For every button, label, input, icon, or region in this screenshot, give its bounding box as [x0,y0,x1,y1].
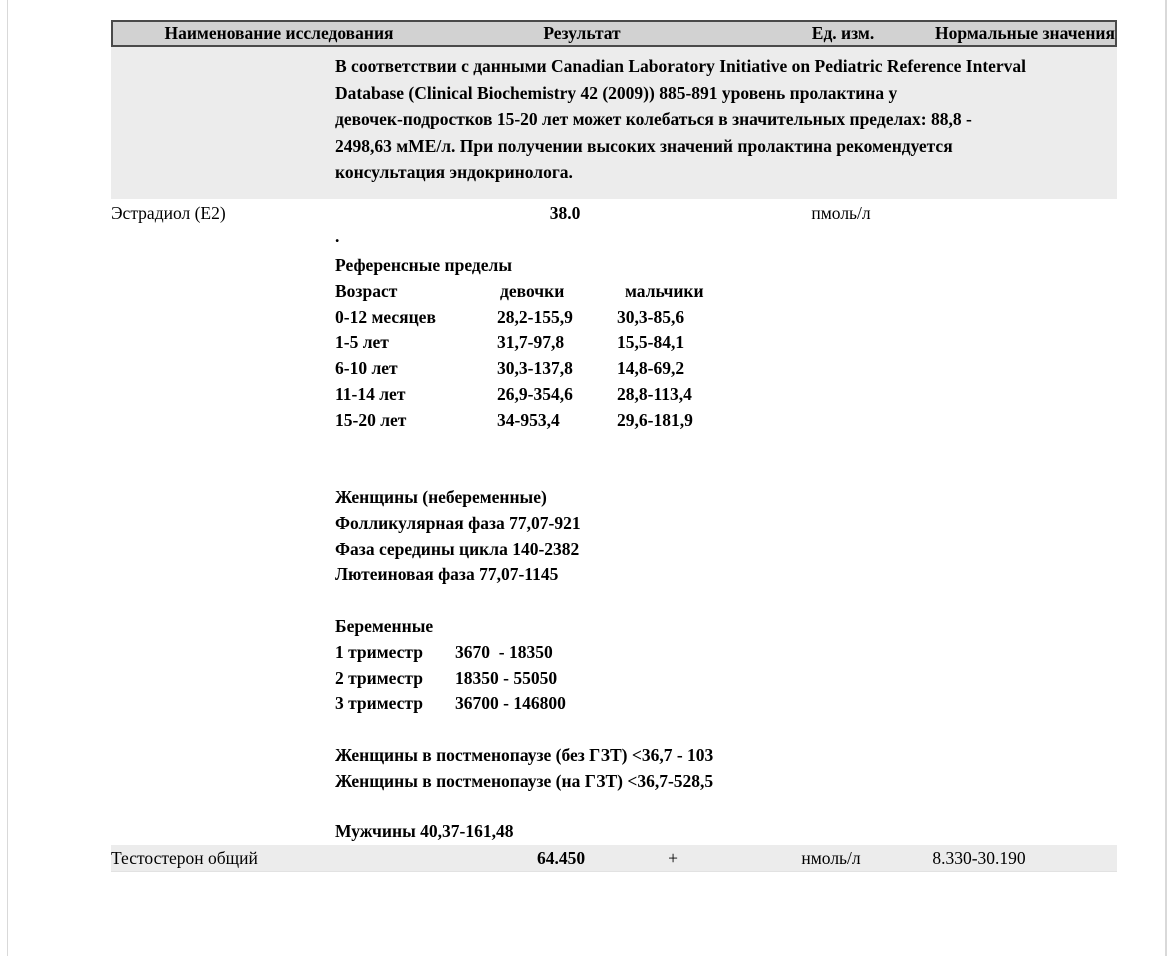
trimester-row [335,666,566,692]
trimester-label: 3 триместр [335,693,423,714]
age-cell: 1-5 лет [335,332,389,353]
women-range-line: Лютеиновая фаза 77,07-1145 [335,564,559,585]
result-value: 64.450 [536,848,586,868]
boys-cell: 14,8-69,2 [617,358,685,379]
reference-title: Референсные пределы [335,255,513,275]
girls-cell: 26,9-354,6 [497,383,573,404]
testosterone-result-row [111,845,1117,872]
header-col-result: Результат [543,23,621,43]
header-col-name: Наименование исследования [164,23,394,43]
girls-cell: 30,3-137,8 [497,358,573,379]
trimester-label: 2 триместр [335,667,423,688]
girls-cell: 28,2-155,9 [497,306,573,327]
result-flag: + [668,848,678,868]
estradiol-result-row [111,200,1117,227]
header-col-normal: Нормальные значения [935,23,1115,43]
note-line: консультация эндокринолога. [335,162,573,183]
prolactin-note-text [335,53,1117,186]
units-value: пмоль/л [811,203,871,223]
prolactin-note-block [111,47,1117,199]
boys-cell: 15,5-84,1 [617,332,685,353]
trimester-label: 1 триместр [335,641,423,662]
age-table-header-age: Возраст [335,281,398,301]
trimester-row [335,691,566,717]
trimester-range: 18350 - 55050 [455,667,558,688]
note-line: Database (Clinical Biochemistry 42 (2009)) 885-891 уровень пролактина у [335,82,898,103]
note-line: В соответствии с данными Canadian Laboratory Initiative on Pediatric Reference Interval [335,56,1027,76]
age-reference-table [335,279,704,433]
boys-cell: 28,8-113,4 [617,383,692,404]
header-col-units: Ед. изм. [811,23,875,43]
age-cell: 0-12 месяцев [335,306,436,327]
trimester-row [335,640,566,666]
boys-cell: 29,6-181,9 [617,409,693,430]
units-value: нмоль/л [801,848,861,868]
normal-range: 8.330-30.190 [932,848,1026,868]
postmenopause-line: Женщины в постменопаузе (на ГЗТ) <36,7-528,5 [335,771,714,791]
postmenopause-line: Женщины в постменопаузе (без ГЗТ) <36,7 - 103 [335,745,714,765]
note-line: 2498,63 мМЕ/л. При получении высоких значений пролактина рекомендуется [335,135,953,156]
girls-cell: 31,7-97,8 [497,332,565,353]
boys-cell: 30,3-85,6 [617,306,685,327]
age-table-header-girls: девочки [500,281,565,301]
page-right-edge-line [1165,0,1167,956]
men-range-line: Мужчины 40,37-161,48 [335,821,514,841]
analyte-name: Эстрадиол (Е2) [111,203,226,223]
women-nonpregnant-section [335,485,581,588]
age-cell: 15-20 лет [335,409,407,430]
women-range-line: Фолликулярная фаза 77,07-921 [335,512,581,533]
page-left-edge-line [7,0,8,956]
pregnant-section-title: Беременные [335,616,434,636]
postmenopause-section [335,742,713,794]
girls-cell: 34-953,4 [497,409,560,430]
age-table-header-boys: мальчики [625,281,704,301]
note-line: девочек-подростков 15-20 лет может колебаться в значительных пределах: 88,8 - [335,109,972,130]
result-value: 38.0 [549,203,581,223]
women-section-title: Женщины (небеременные) [335,487,547,507]
age-cell: 6-10 лет [335,358,398,379]
analyte-name: Тестостерон общий [111,848,258,868]
women-range-line: Фаза середины цикла 140-2382 [335,538,580,559]
dot-line: . [335,226,340,246]
trimester-range: 3670 - 18350 [455,641,553,662]
trimester-range: 36700 - 146800 [455,693,566,714]
age-cell: 11-14 лет [335,383,406,404]
results-table-header [111,20,1117,47]
pregnant-section [335,614,566,717]
